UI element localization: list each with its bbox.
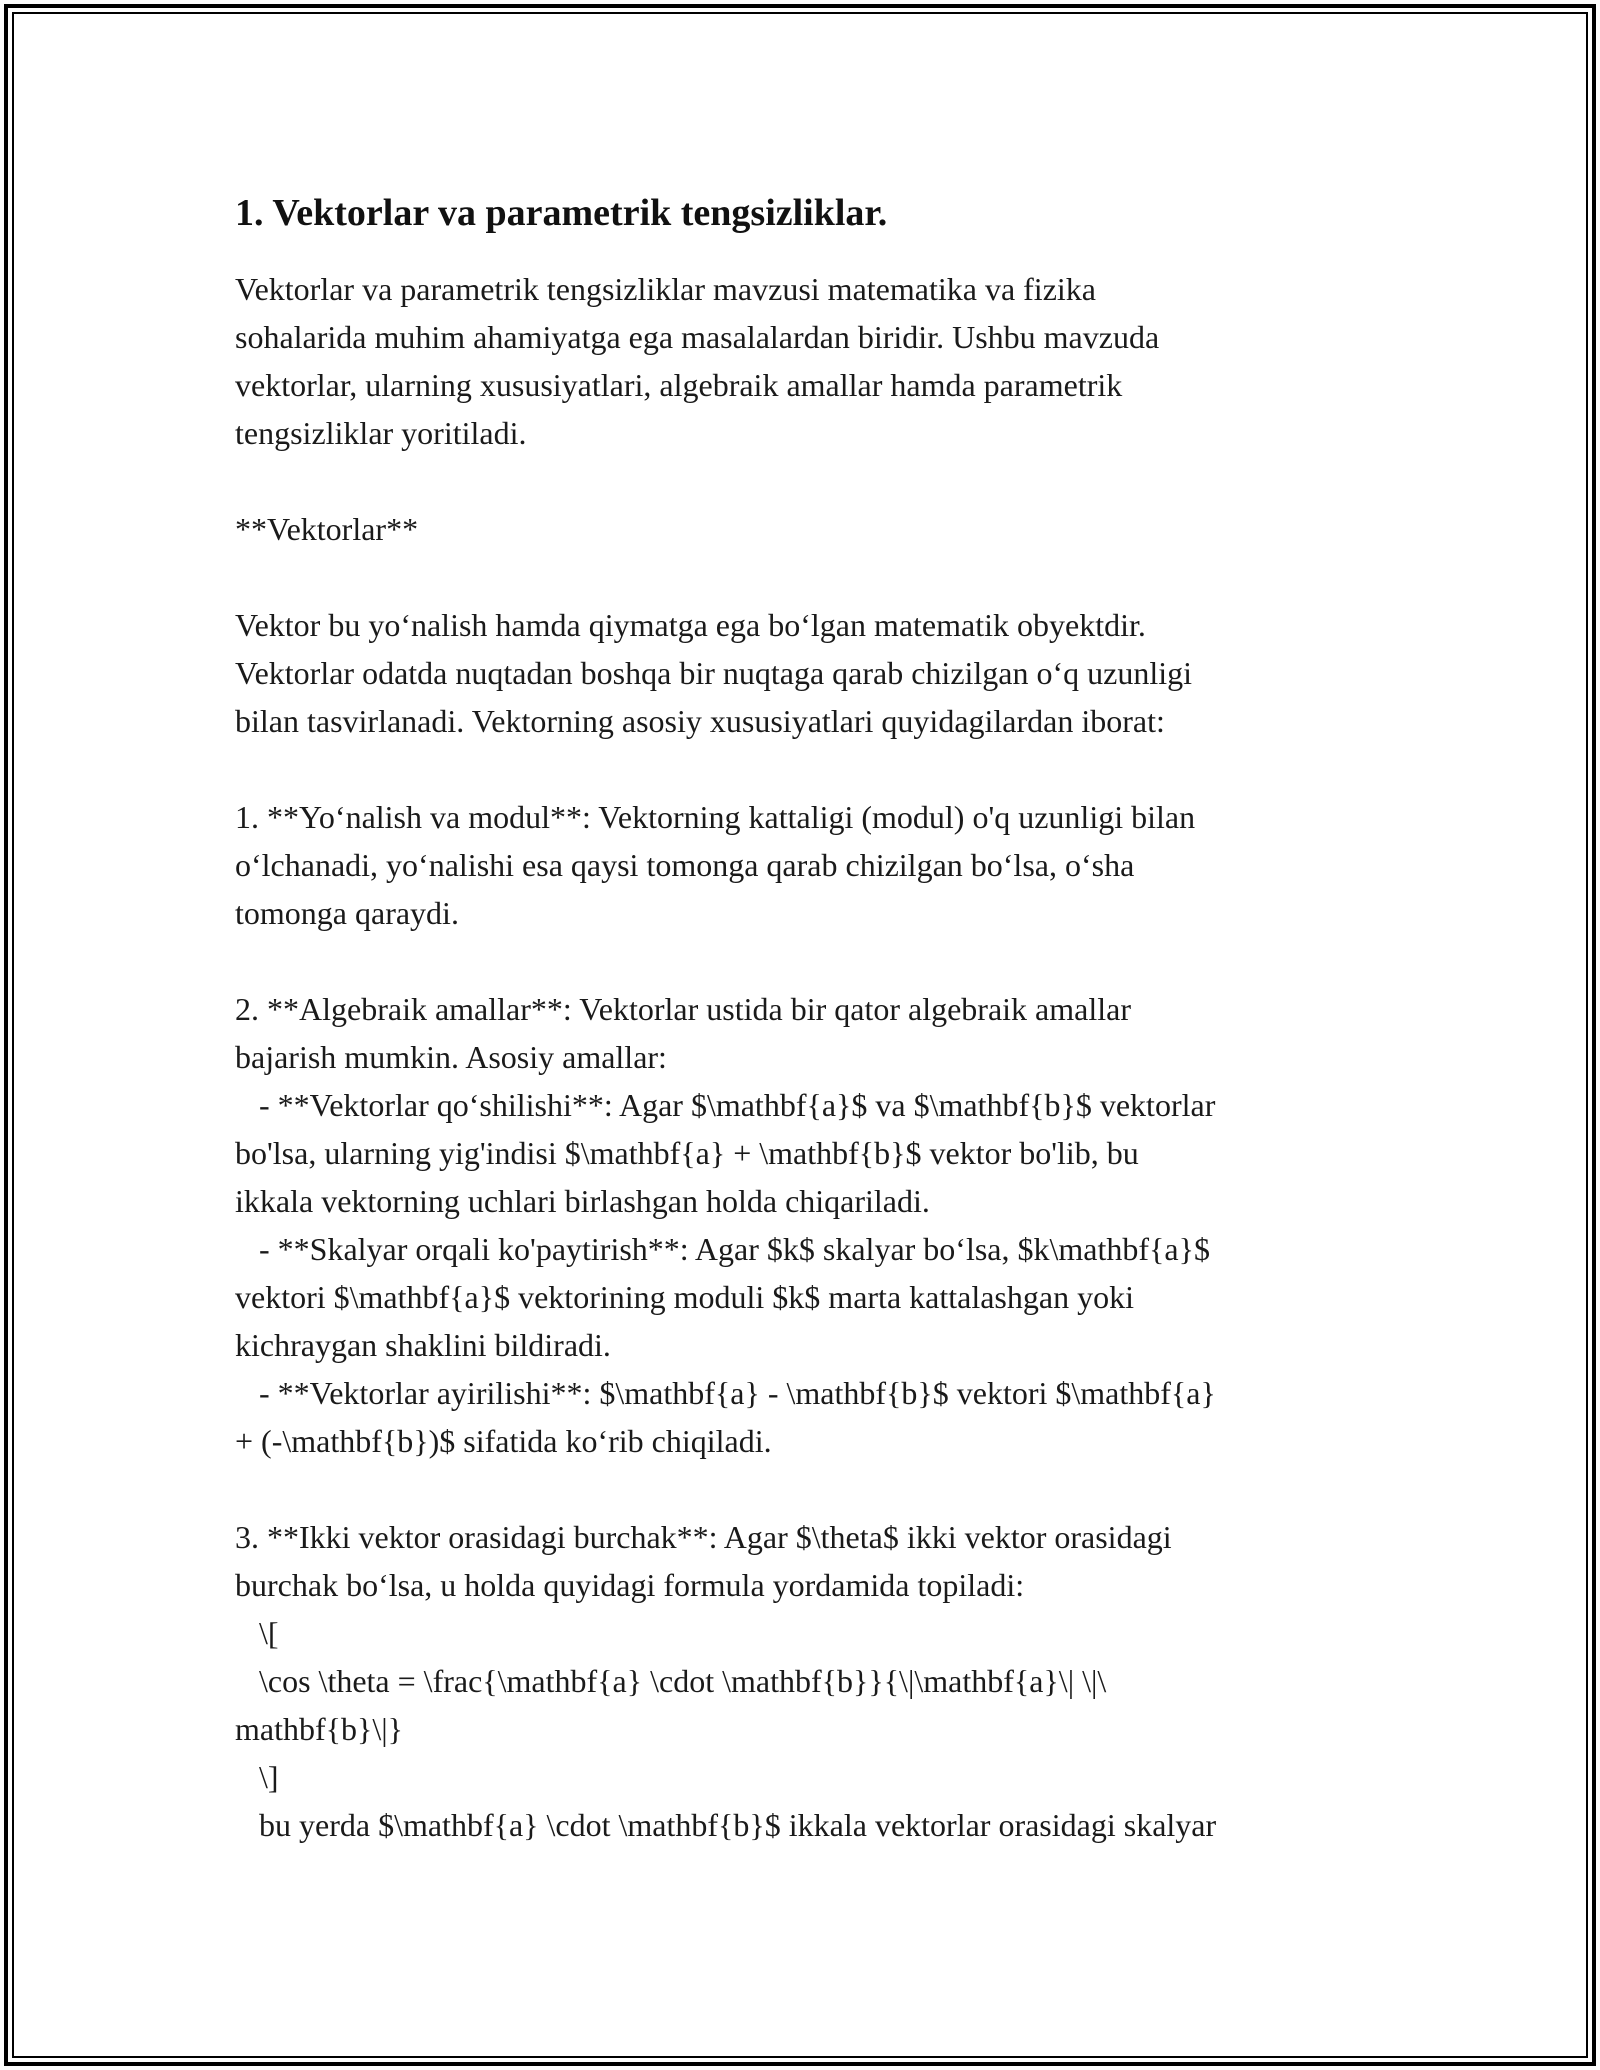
formula-line: \cos \theta = \frac{\mathbf{a} \cdot \mathbf{b}}{\|\mathbf{a}\| \|\ [235,1663,1107,1699]
text-line: burchak bo‘lsa, u holda quyidagi formula yordamida topiladi: [235,1567,1025,1603]
section-heading: **Vektorlar** [235,511,419,547]
text-line: kichraygan shaklini bildiradi. [235,1327,611,1363]
document-body [235,185,1375,1849]
list-item-line: 1. **Yo‘nalish va modul**: Vektorning kattaligi (modul) o'q uzunligi bilan [235,799,1196,835]
formula-line: mathbf{b}\|} [235,1711,404,1747]
blank-line [235,937,1375,985]
document-title: 1. Vektorlar va parametrik tengsizliklar. [235,192,888,234]
list-item-line: 3. **Ikki vektor orasidagi burchak**: Agar $\theta$ ikki vektor orasidagi [235,1519,1172,1555]
text-line: bu yerda $\mathbf{a} \cdot \mathbf{b}$ ikkala vektorlar orasidagi skalyar [235,1807,1217,1843]
text-line: bajarish mumkin. Asosiy amallar: [235,1039,667,1075]
sub-item-line: - **Vektorlar ayirilishi**: $\mathbf{a} - \mathbf{b}$ vektori $\mathbf{a} [235,1375,1216,1411]
text-line: bo'lsa, ularning yig'indisi $\mathbf{a} + \mathbf{b}$ vektor bo'lib, bu [235,1135,1139,1171]
blank-line [235,1465,1375,1513]
list-item-line: 2. **Algebraik amallar**: Vektorlar ustida bir qator algebraik amallar [235,991,1131,1027]
text-line: + (-\mathbf{b})$ sifatida ko‘rib chiqiladi. [235,1423,772,1459]
blank-line [235,457,1375,505]
text-line: ikkala vektorning uchlari birlashgan holda chiqariladi. [235,1183,930,1219]
text-line: tomonga qaraydi. [235,895,459,931]
sub-item-line: - **Vektorlar qo‘shilishi**: Agar $\mathbf{a}$ va $\mathbf{b}$ vektorlar [235,1087,1216,1123]
blank-line [235,745,1375,793]
text-line: sohalarida muhim ahamiyatga ega masalalardan biridir. Ushbu mavzuda [235,319,1160,355]
text-line: o‘lchanadi, yo‘nalishi esa qaysi tomonga qarab chizilgan bo‘lsa, o‘sha [235,847,1135,883]
text-line: tengsizliklar yoritiladi. [235,415,527,451]
text-line: Vektorlar odatda nuqtadan boshqa bir nuqtaga qarab chizilgan o‘q uzunligi [235,655,1193,691]
text-line: vektori $\mathbf{a}$ vektorining moduli $k$ marta kattalashgan yoki [235,1279,1134,1315]
text-line: Vektorlar va parametrik tengsizliklar mavzusi matematika va fizika [235,271,1096,307]
formula-line: \] [235,1759,279,1795]
document-text [235,265,1375,1849]
sub-item-line: - **Skalyar orqali ko'paytirish**: Agar $k$ skalyar bo‘lsa, $k\mathbf{a}$ [235,1231,1210,1267]
text-line: vektorlar, ularning xususiyatlari, algebraik amallar hamda parametrik [235,367,1123,403]
text-line: bilan tasvirlanadi. Vektorning asosiy xususiyatlari quyidagilardan iborat: [235,703,1165,739]
formula-line: \[ [235,1615,279,1651]
text-line: Vektor bu yo‘nalish hamda qiymatga ega bo‘lgan matematik obyektdir. [235,607,1146,643]
blank-line [235,553,1375,601]
